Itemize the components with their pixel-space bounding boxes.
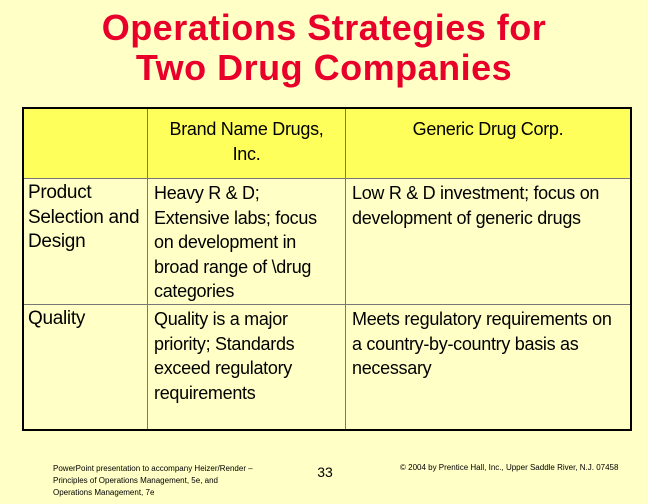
cell-brand-quality: Quality is a major priority; Standards exceed regulatory requirements — [148, 305, 346, 429]
footer-copyright: © 2004 by Prentice Hall, Inc., Upper Saddle River, N.J. 07458 — [400, 463, 619, 472]
comparison-table — [22, 107, 632, 431]
table-header-generic: Generic Drug Corp. — [346, 109, 630, 179]
row-label-quality: Quality — [24, 305, 148, 429]
footer-credit: PowerPoint presentation to accompany Heizer/Render – Principles of Operations Management, 5e, and Operations Management, 7e — [53, 464, 253, 497]
slide-title-line-2: Two Drug Companies — [135, 47, 513, 88]
table-header-brand: Brand Name Drugs, Inc. — [148, 109, 346, 179]
cell-generic-quality: Meets regulatory requirements on a country-by-country basis as necessary — [346, 305, 630, 429]
page-number: 33 — [317, 464, 333, 480]
table-header-corner — [24, 109, 148, 179]
row-label-product-selection: Product Selection and Design — [24, 179, 148, 305]
slide-title-line-1: Operations Strategies for — [101, 7, 547, 48]
slide-title — [0, 8, 648, 88]
cell-brand-product-selection: Heavy R & D; Extensive labs; focus on development in broad range of \drug categories — [148, 179, 346, 305]
cell-generic-product-selection: Low R & D investment; focus on development of generic drugs — [346, 179, 630, 305]
